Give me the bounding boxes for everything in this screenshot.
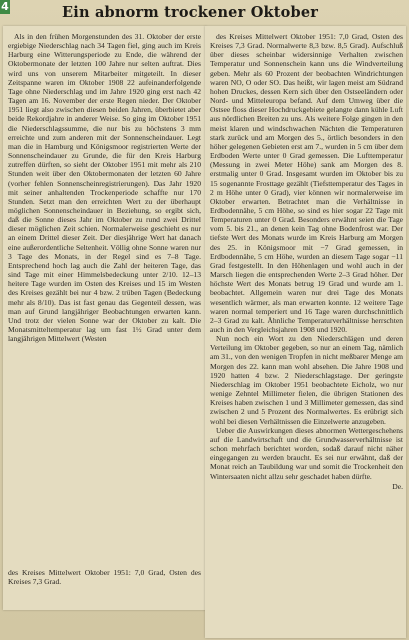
- page-tab: 4: [1, 0, 9, 13]
- author-signature: De.: [392, 481, 403, 491]
- left-paragraph: Als in den frühen Morgenstunden des 31. Oktober der erste ergiebige Niederschlag nach 34 Tagen fiel, ging auch im Kreis Harburg eine Witterungsperiode zu Ende, die während der Oktobermonate der letzten 100 Jahre nur selten auftrat. Dies wird uns von unserem Mitarbeiter mitgeteilt. In dieser Zeitspanne waren im Oktober 1908 22 aufeinanderfolgende Tage ohne Niederschlag und im Jahre 1920 ging erst nach 42 Tagen am 16. November der erste Regen nieder. Der Oktober 1951 liegt also zwischen diesen beiden Jahren, überbietet aber beide Rekordjahre in anderer Weise. So ging im Oktober 1951 die Niederschlagssumme, die nur bis zu höchstens 3 mm erreichte und zum anderen mit der Sonnenscheindauer. Legt man die in Hamburg und Königsmoor registrierten Werte der Sonnenscheindauer zu Grunde, die für den Kreis Harburg zutreffen dürften, so sieht der Oktober 1951 mit mehr als 210 Stunden weit über den Oktobermonaten der letzten 60 Jahre (vorher fehlen Sonnenscheinregistrierungen). Das Jahr 1920 mit seiner anhaltenden Trockenperiode schaffte nur 170 Stunden. Setzt man den erreichten Wert zu der überhaupt möglichen Sonnenscheindauer in Beziehung, so ergibt sich, daß die Sonne dieses Jahr im Oktober zu rund zwei Drittel dieser möglichen Zeit schien. Normalerweise geschieht es nur an einem Drittel dieser Zeit. Der diesjährige Wert hat danach eine außerordentliche Seltenheit. Völlig ohne Sonne waren nur 3 Tage des Monats, in der Regel sind es 7–8 Tage. Entsprechend hoch lag auch die Zahl der heiteren Tage, das sind Tage mit einer Himmelsbedeckung unter 2/10. 12–13 heitere Tage wurden im Osten des Kreises und 15 im Westen des Kreises gezählt bei nur 4 bzw. 2 trüben Tagen (Bedeckung mehr als 8/10). Das ist fast genau das Gegenteil dessen, was man auf Grund langjähriger Beobachtungen erwarten kann. Und trotz der vielen Sonne war der Oktober zu kalt. Die Monatsmitteltemperatur lag um fast 1½ Grad unter dem langjährigen Mittelwert (Westen: [8, 32, 201, 344]
- left-column: [8, 32, 201, 567]
- article-headline: Ein abnorm trockener Oktober: [62, 4, 319, 21]
- right-paragraph-1: des Kreises Mittelwert Oktober 1951: 7,0 Grad, Osten des Kreises 7,3 Grad. Normalwerte 8,3 bzw. 8,5 Grad). Aufschluß über dieses scheinbar widersinnige Verhalten zwischen Temperatur und Sonnenschein kann uns die Windverteilung geben. Mehr als 60 Prozent der beobachten Windrichtungen waren NO, O oder SO. Das heißt, wir lagen meist am Südrand hohen Druckes, dessen Kern sich über den Ostseeländern oder Nord- und Mitteleuropa befand. Auf dem Umweg über die Ostsee floss dieser Hochdruckgebiete gelangte dann kühle Luft aus nördlichen Breiten zu uns. Als weitere Folge gingen in den meist klaren und windschwachen Nächten die Temperaturen stark zurück und am Morgen des 5., örtlich besonders in den höher gelegenen Gebieten erst am 7., wurden in 5 cm über dem Erdboden Werte unter 0 Grad gemessen. Die Lufttemperatur (Messung in zwei Meter Höhe) sank am Morgen des 8. erstmalig unter 0 Grad. Insgesamt wurden im Oktober bis zu 15 sogenannte Frosttage gezählt (Tiefsttemperatur des Tages in 2 m Höhe unter 0 Grad), vier können wir normalerweise im Oktober erwarten. Betrachtet man die Verhältnisse in Erdbodennähe, 5 cm Höhe, so sind es hier sogar 22 Tage mit Temperaturen unter 0 Grad. Besonders erwähnt seien die Tage vom 5. bis 21., an denen kein Tag ohne Bodenfrost war. Der tiefste Wert des Monats wurde im Kreis Harburg am Morgen des 25. in Königsmoor mit −7 Grad gemessen, in Erdbodennähe, 5 cm Höhe, wurden an diesem Tage sogar −11 Grad festgestellt. In den Höhenlagen und wohl auch in der Marsch liegen die entsprechenden Werte 2–3 Grad höher. Der höchste Wert des Monats betrug 19 Grad und wurde am 1. beobachtet. Allgemein waren nur drei Tage des Monats wesentlich wärmer, als man erwarten konnte. 12 weitere Tage waren normal temperiert und 16 Tage waren durchschnittlich 2–3 Grad zu kalt. Ähnliche Temperaturverhältnisse herrschten auch in den Vergleichsjahren 1908 und 1920.: [210, 32, 403, 334]
- left-column-tail: [8, 568, 201, 586]
- left-tail-paragraph: des Kreises Mittelwert Oktober 1951: 7,0 Grad, Osten des Kreises 7,3 Grad.: [8, 568, 201, 587]
- right-column: [210, 32, 403, 636]
- right-paragraph-2: Nun noch ein Wort zu den Niederschlägen und deren Verteilung im Oktober gegeben, so nur an einem Tag, nämlich am 31., von den wenigen Tropfen in nicht meßbarer Menge am Morgen des 22. kann man wohl absehen. Die Jahre 1908 und 1920 hatten 4 bzw. 2 Niederschlagstage. Der geringste Niederschlag im Oktober 1951 beobachtete Eicholz, wo nur wenige Zehntel Millimeter fielen, die übrigen Stationen des Kreises haben zwischen 1 und 3 Millimeter gemessen, das sind zwischen 2 und 5 Prozent des Normalwertes. Es erübrigt sich wohl bei diesen Verhältnissen die Einzelwerte anzugeben.: [210, 334, 403, 426]
- right-paragraph-3: Ueber die Auswirkungen dieses abnormen Wettergeschehens auf die Landwirtschaft und die Grundwasserverhältnisse ist schon mehrfach berichtet worden, sodaß darauf nicht näher eingegangen zu werden braucht. Es sei nur erwähnt, daß der Monat reich an Taubildung war und somit die Trockenheit den Wintersaaten nicht allzu sehr geschadet haben dürfte.: [210, 425, 403, 481]
